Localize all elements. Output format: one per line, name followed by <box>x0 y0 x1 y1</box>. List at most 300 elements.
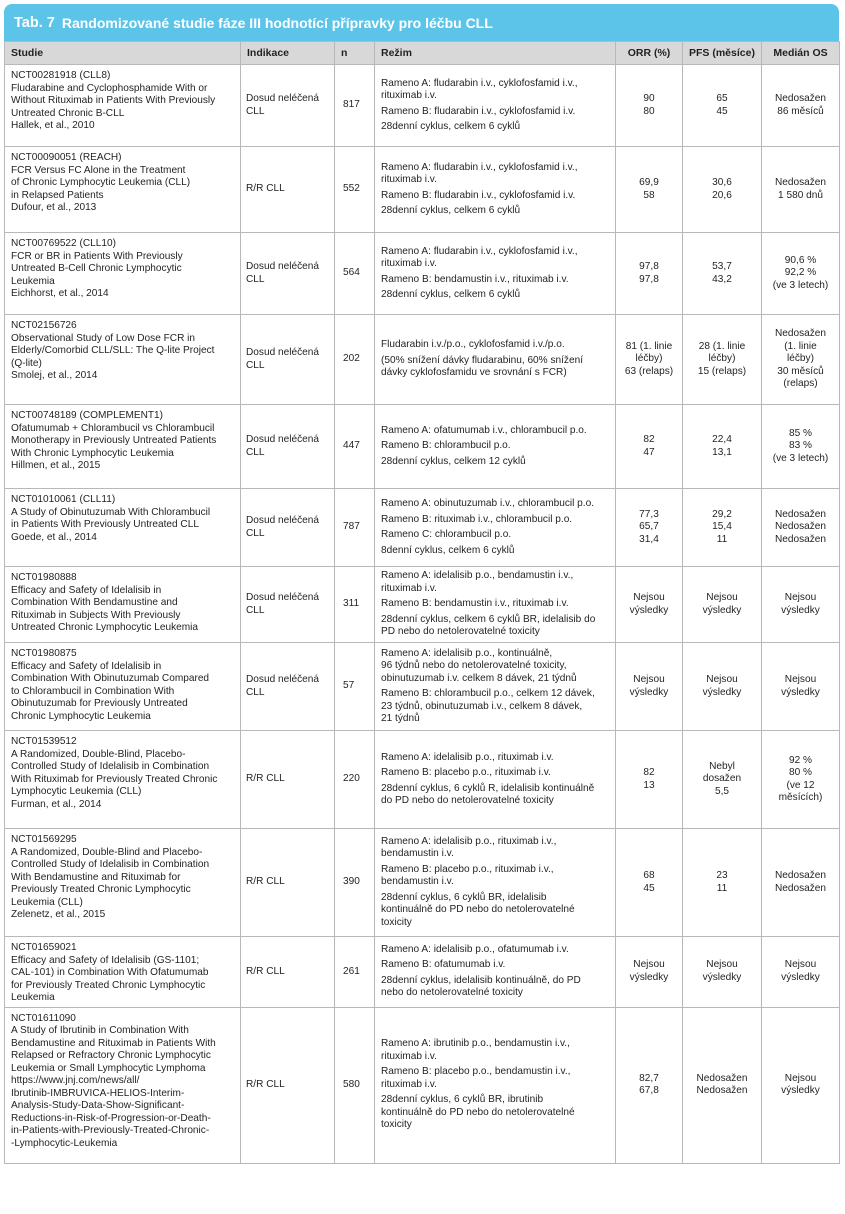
cell-value: výsledky <box>702 604 742 616</box>
indication-cell <box>241 731 335 829</box>
study-cell <box>5 233 241 315</box>
cell-line: CLL <box>246 446 265 458</box>
cell-value: Nebyl <box>709 760 735 772</box>
cell-line: (Q-lite) <box>11 357 42 369</box>
cell-line: rituximab i.v. <box>381 258 437 269</box>
study-cell <box>5 147 241 233</box>
regimen-cell <box>375 937 616 1008</box>
cell-line: Ibrutinib-IMBRUVICA-HELIOS-Interim- <box>11 1087 185 1099</box>
cell-line: bendamustin i.v. <box>381 876 454 888</box>
cell-line: CLL <box>246 527 265 539</box>
cell-value: léčby) <box>787 353 814 365</box>
cell-line: Efficacy and Safety of Idelalisib (GS-1101; <box>11 954 200 966</box>
cell-line: Reductions-in-Risk-of-Progression-or-Death- <box>11 1112 211 1124</box>
cell-value: 23 <box>716 870 728 881</box>
cell-line: Efficacy and Safety of Idelalisib in <box>11 584 162 596</box>
indication-cell <box>241 1007 335 1163</box>
cell-line: in Patients With Previously Untreated CLL <box>11 519 199 530</box>
regimen-block <box>381 944 610 957</box>
cell-line: NCT02156726 <box>11 320 77 331</box>
cell-line: 28denní cyklus, celkem 6 cyklů <box>381 205 521 216</box>
cell-line: of Chronic Lymphocytic Leukemia (CLL) <box>11 177 191 188</box>
cell-value: 63 (relaps) <box>624 365 674 377</box>
cell-value: 5,5 <box>714 785 730 797</box>
table-row <box>5 315 840 405</box>
cell-line: Rameno A: obinutuzumab i.v., chlorambucil p.o. <box>381 498 595 509</box>
cell-line: Without Rituximab in Patients With Previously <box>11 95 216 106</box>
cell-value: Nedosažen <box>774 533 827 545</box>
cell-value: Nejsou <box>784 592 817 603</box>
regimen-cell <box>375 147 616 233</box>
cell-line: Rameno B: chlorambucil p.o., celkem 12 dávek, <box>381 688 595 699</box>
cell-value: 67,8 <box>639 1085 659 1096</box>
cell-line: Lymphocytic Leukemia (CLL) <box>11 786 142 797</box>
n-cell: 564 <box>335 233 375 315</box>
orr-cell <box>616 489 683 567</box>
os-cell <box>762 489 840 567</box>
cell-line: obinutuzumab i.v. celkem 8 dávek, 21 týdnů <box>381 672 577 684</box>
cell-value: měsících) <box>778 792 823 803</box>
orr-cell <box>616 65 683 147</box>
cell-line: Rameno A: ofatumumab i.v., chlorambucil p.o. <box>381 424 587 436</box>
table-row <box>5 233 840 315</box>
cell-line: FCR Versus FC Alone in the Treatment <box>11 164 186 176</box>
cell-line: R/R CLL <box>246 876 285 888</box>
cell-value: 85 % <box>788 427 812 439</box>
cell-value: Nedosažen <box>696 1072 748 1084</box>
regimen-block <box>381 959 610 972</box>
os-cell <box>762 731 840 829</box>
regimen-block <box>381 190 610 203</box>
table-row <box>5 567 840 643</box>
cell-line: Dosud neléčená <box>246 347 319 358</box>
cell-line: NCT00090051 (REACH) <box>11 152 122 163</box>
cell-line: R/R CLL <box>246 773 285 785</box>
regimen-block <box>381 614 610 639</box>
n-cell: 261 <box>335 937 375 1008</box>
cell-line: Rameno A: idelalisib p.o., rituximab i.v. <box>381 751 554 763</box>
study-cell <box>5 567 241 643</box>
cell-value: 97,8 <box>639 273 659 285</box>
regimen-block <box>381 570 610 595</box>
cell-line: Controlled Study of Idelalisib in Combination <box>11 761 210 772</box>
cell-line: Leukemia (CLL) <box>11 896 83 908</box>
cell-line: Leukemia or Small Lymphocytic Lymphoma <box>11 1062 206 1074</box>
n-cell: 311 <box>335 567 375 643</box>
pfs-cell <box>683 315 762 405</box>
cell-value: 69,9 <box>639 177 659 188</box>
cell-line: Fludarabine and Cyclophosphamide With or <box>11 82 208 94</box>
pfs-cell <box>683 567 762 643</box>
cell-line: bendamustin i.v. <box>381 848 454 860</box>
regimen-block <box>381 892 610 930</box>
regimen-block <box>381 783 610 808</box>
regimen-block <box>381 514 610 527</box>
cell-line: R/R CLL <box>246 965 285 977</box>
cell-value: Nejsou <box>784 959 817 971</box>
cell-value: (ve 3 letech) <box>772 452 829 464</box>
cell-line: Rameno B: fludarabin i.v., cyklofosfamid i.v. <box>381 189 576 201</box>
cell-value: 53,7 <box>712 261 732 272</box>
cell-line: Dufour, et al., 2013 <box>11 202 97 213</box>
cell-line: Goede, et al., 2014 <box>11 531 97 543</box>
cell-value: 77,3 <box>639 508 659 520</box>
cell-line: Rameno A: idelalisib p.o., rituximab i.v., <box>381 835 557 847</box>
cell-line: toxicity <box>381 916 412 928</box>
cell-line: 8denní cyklus, celkem 6 cyklů <box>381 544 515 556</box>
cell-line: Rituximab in Subjects With Previously <box>11 609 181 621</box>
cell-line: Fludarabin i.v./p.o., cyklofosfamid i.v./p.o. <box>381 339 565 351</box>
table-row <box>5 405 840 489</box>
cell-line: Rameno B: placebo p.o., rituximab i.v., <box>381 863 554 875</box>
header-pfs: PFS (měsíce) <box>683 42 762 65</box>
regimen-block <box>381 545 610 558</box>
cell-line: NCT01659021 <box>11 942 77 953</box>
cell-line: 28denní cyklus, 6 cyklů BR, idelalisib <box>381 891 547 903</box>
cell-value: 13 <box>643 779 655 791</box>
cell-line: kontinuálně do PD nebo do netolerovatelné <box>381 904 575 916</box>
study-cell <box>5 65 241 147</box>
indication-cell <box>241 315 335 405</box>
regimen-block <box>381 752 610 765</box>
cell-value: 15,4 <box>712 521 732 533</box>
regimen-block <box>381 456 610 469</box>
cell-value: (1. linie <box>784 340 817 352</box>
n-cell: 787 <box>335 489 375 567</box>
regimen-block <box>381 355 610 380</box>
cell-value: 92 % <box>788 754 812 766</box>
cell-value: 11 <box>716 882 728 894</box>
cell-value: 92,2 % <box>784 267 817 279</box>
cell-line: rituximab i.v. <box>381 174 437 185</box>
cell-value: 1 580 dnů <box>778 189 823 201</box>
cell-value: 90 <box>643 93 655 104</box>
cell-line: Previously Treated Chronic Lymphocytic <box>11 884 191 895</box>
regimen-block <box>381 106 610 119</box>
cell-value: 45 <box>643 882 655 894</box>
pfs-cell <box>683 147 762 233</box>
study-cell <box>5 315 241 405</box>
cell-line: CAL-101) in Combination With Ofatumumab <box>11 967 209 978</box>
table-row <box>5 731 840 829</box>
cell-line: Dosud neléčená <box>246 434 319 445</box>
cell-line: kontinuálně do PD nebo do netolerovatelné <box>381 1106 575 1118</box>
n-cell: 57 <box>335 643 375 731</box>
cell-line: With Chronic Lymphocytic Leukemia <box>11 447 174 459</box>
cell-line: Rameno A: fludarabin i.v., cyklofosfamid i.v., <box>381 161 578 173</box>
cell-line: CLL <box>246 273 265 285</box>
cell-line: Rameno A: idelalisib p.o., bendamustin i.v., <box>381 570 574 582</box>
regimen-cell <box>375 233 616 315</box>
cell-line: Eichhorst, et al., 2014 <box>11 288 109 299</box>
cell-line: Efficacy and Safety of Idelalisib in <box>11 660 162 672</box>
cell-line: A Randomized, Double-Blind, Placebo- <box>11 748 186 760</box>
regimen-block <box>381 289 610 302</box>
orr-cell <box>616 147 683 233</box>
cell-line: to Chlorambucil in Combination With <box>11 685 175 697</box>
regimen-block <box>381 864 610 889</box>
study-cell <box>5 1007 241 1163</box>
cell-line: Relapsed or Refractory Chronic Lymphocytic <box>11 1050 211 1061</box>
table-container <box>4 4 839 1164</box>
cell-value: Nejsou <box>706 959 738 971</box>
pfs-cell <box>683 405 762 489</box>
regimen-cell <box>375 489 616 567</box>
table-row <box>5 1007 840 1163</box>
cell-line: Hallek, et al., 2010 <box>11 120 95 131</box>
study-cell <box>5 937 241 1008</box>
cell-line: Rameno A: fludarabin i.v., cyklofosfamid i.v., <box>381 245 578 257</box>
cell-value: 86 měsíců <box>777 105 824 117</box>
cell-line: -Lymphocytic-Leukemia <box>11 1137 118 1149</box>
cell-line: NCT01611090 <box>11 1012 76 1024</box>
cell-value: Nejsou <box>633 959 665 971</box>
os-cell <box>762 405 840 489</box>
cell-line: NCT01980875 <box>11 648 77 659</box>
regimen-cell <box>375 405 616 489</box>
cell-line: R/R CLL <box>246 1078 285 1090</box>
cell-line: Obinutuzumab for Previously Untreated <box>11 698 188 709</box>
indication-cell <box>241 147 335 233</box>
cell-value: Nedosažen <box>774 870 827 881</box>
orr-cell <box>616 315 683 405</box>
study-cell <box>5 731 241 829</box>
cell-value: (ve 3 letech) <box>772 279 829 291</box>
cell-value: 90,6 % <box>784 254 817 266</box>
regimen-block <box>381 767 610 780</box>
cell-line: NCT00748189 (COMPLEMENT1) <box>11 410 164 421</box>
orr-cell <box>616 643 683 731</box>
pfs-cell <box>683 937 762 1008</box>
pfs-cell <box>683 1007 762 1163</box>
n-cell: 580 <box>335 1007 375 1163</box>
cell-line: Chronic Lymphocytic Leukemia <box>11 710 151 722</box>
cell-value: Nejsou <box>784 1072 817 1084</box>
pfs-cell <box>683 489 762 567</box>
header-os: Medián OS <box>762 42 840 65</box>
cell-value: Nedosažen <box>774 521 827 533</box>
cell-value: výsledky <box>781 686 820 698</box>
cell-value: 82,7 <box>639 1072 659 1084</box>
regimen-cell <box>375 731 616 829</box>
orr-cell <box>616 233 683 315</box>
cell-line: CLL <box>246 604 265 616</box>
indication-cell <box>241 489 335 567</box>
cell-line: Rameno B: fludarabin i.v., cyklofosfamid i.v. <box>381 105 576 117</box>
cell-value: 80 <box>643 105 655 117</box>
cell-value: 65,7 <box>639 521 659 533</box>
table-row <box>5 489 840 567</box>
cell-line: Leukemia <box>11 275 55 287</box>
cell-line: Dosud neléčená <box>246 93 319 104</box>
pfs-cell <box>683 65 762 147</box>
cell-line: Untreated Chronic B-CLL <box>11 107 125 119</box>
cell-line: Rameno B: placebo p.o., rituximab i.v. <box>381 767 551 778</box>
regimen-block <box>381 975 610 1000</box>
cell-value: (ve 12 <box>786 779 815 791</box>
cell-line: Controlled Study of Idelalisib in Combination <box>11 859 210 870</box>
cell-line: Elderly/Comorbid CLL/SLL: The Q-lite Project <box>11 345 215 356</box>
cell-line: Dosud neléčená <box>246 674 319 685</box>
regimen-block <box>381 1066 610 1091</box>
regimen-cell <box>375 829 616 937</box>
n-cell: 817 <box>335 65 375 147</box>
cell-line: NCT01539512 <box>11 736 77 747</box>
regimen-block <box>381 162 610 187</box>
cell-line: Rameno B: ofatumumab i.v. <box>381 959 506 971</box>
cell-value: Nedosažen <box>774 882 827 894</box>
cell-line: Untreated B-Cell Chronic Lymphocytic <box>11 263 182 274</box>
cell-line: rituximab i.v. <box>381 1050 437 1062</box>
header-orr: ORR (%) <box>616 42 683 65</box>
cell-line: rituximab i.v. <box>381 1078 437 1090</box>
cell-line: With Rituximab for Previously Treated Chronic <box>11 773 218 785</box>
cell-line: Combination With Obinutuzumab Compared <box>11 673 210 684</box>
cell-line: With Bendamustine and Rituximab for <box>11 871 181 883</box>
cell-line: R/R CLL <box>246 183 285 195</box>
table-row <box>5 147 840 233</box>
cell-line: for Previously Treated Chronic Lymphocytic <box>11 979 206 991</box>
study-cell <box>5 405 241 489</box>
cell-line: Rameno A: idelalisib p.o., kontinuálně, <box>381 647 553 659</box>
cell-line: Leukemia <box>11 992 55 1003</box>
cell-value: 81 (1. linie <box>625 340 673 352</box>
study-cell <box>5 489 241 567</box>
orr-cell <box>616 937 683 1008</box>
cell-value: 28 (1. linie <box>698 340 746 352</box>
cell-line: CLL <box>246 359 265 371</box>
cell-line: CLL <box>246 105 265 117</box>
cell-line: 28denní cyklus, celkem 12 cyklů <box>381 455 526 467</box>
regimen-block <box>381 121 610 134</box>
cell-value: 30 měsíců <box>777 365 824 377</box>
cell-line: NCT01980888 <box>11 572 77 583</box>
cell-line: Rameno A: ibrutinib p.o., bendamustin i.v., <box>381 1038 570 1050</box>
cell-line: Rameno C: chlorambucil p.o. <box>381 529 512 540</box>
cell-line: Bendamustine and Rituximab in Patients With <box>11 1037 216 1049</box>
indication-cell <box>241 65 335 147</box>
cell-value: 20,6 <box>712 189 732 201</box>
pfs-cell <box>683 643 762 731</box>
cell-line: Rameno A: fludarabin i.v., cyklofosfamid i.v., <box>381 77 578 89</box>
cell-value: 97,8 <box>639 261 659 272</box>
cell-line: 28denní cyklus, idelalisib kontinuálně, do PD <box>381 974 581 986</box>
cell-line: 28denní cyklus, celkem 6 cyklů BR, idelalisib do <box>381 613 596 625</box>
cell-line: Combination With Bendamustine and <box>11 597 178 608</box>
table-row <box>5 643 840 731</box>
indication-cell <box>241 405 335 489</box>
cell-value: výsledky <box>629 604 669 616</box>
cell-value: výsledky <box>781 604 820 616</box>
cell-line: Hillmen, et al., 2015 <box>11 460 101 471</box>
os-cell <box>762 643 840 731</box>
cell-value: Nedosažen <box>774 328 827 340</box>
cell-line: Zelenetz, et al., 2015 <box>11 909 106 920</box>
cell-line: Rameno B: bendamustin i.v., rituximab i.v. <box>381 598 569 610</box>
n-cell: 447 <box>335 405 375 489</box>
pfs-cell <box>683 829 762 937</box>
cell-value: 29,2 <box>712 508 732 520</box>
cell-line: Observational Study of Low Dose FCR in <box>11 332 196 344</box>
cell-line: in Relapsed Patients <box>11 189 104 201</box>
table-row <box>5 829 840 937</box>
regimen-block <box>381 598 610 611</box>
indication-cell <box>241 567 335 643</box>
cell-line: Dosud neléčená <box>246 592 319 603</box>
cell-value: 31,4 <box>639 533 659 545</box>
cell-value: 22,4 <box>712 434 732 445</box>
n-cell: 390 <box>335 829 375 937</box>
cell-value: výsledky <box>629 971 669 983</box>
cell-line: 96 týdnů nebo do netolerovatelné toxicity, <box>381 660 567 671</box>
study-cell <box>5 643 241 731</box>
cell-line: (50% snížení dávky fludarabinu, 60% snížení <box>381 354 583 366</box>
cell-line: nebo do netolerovatelné toxicity <box>381 987 523 999</box>
n-cell: 220 <box>335 731 375 829</box>
cell-line: in-Patients-with-Previously-Treated-Chronic- <box>11 1125 210 1136</box>
cell-line: rituximab i.v. <box>381 582 437 594</box>
cell-value: 65 <box>716 93 728 104</box>
cell-line: do PD nebo do netolerovatelné toxicity <box>381 795 554 806</box>
cell-line: NCT01010061 (CLL11) <box>11 494 116 505</box>
cell-line: 21 týdnů <box>381 713 420 724</box>
cell-line: Rameno B: rituximab i.v., chlorambucil p.o. <box>381 513 573 525</box>
cell-line: Dosud neléčená <box>246 261 319 272</box>
os-cell <box>762 315 840 405</box>
cell-value: 43,2 <box>712 273 732 285</box>
cell-value: 13,1 <box>712 446 732 458</box>
regimen-block <box>381 836 610 861</box>
regimen-block <box>381 339 610 352</box>
cell-line: Dosud neléčená <box>246 515 319 526</box>
cell-value: 83 % <box>788 440 812 452</box>
cell-value: výsledky <box>781 1085 820 1096</box>
cell-line: A Randomized, Double-Blind and Placebo- <box>11 846 203 858</box>
table-row <box>5 65 840 147</box>
orr-cell <box>616 829 683 937</box>
header-regimen: Režim <box>375 42 616 65</box>
cell-line: dávky cyklofosfamidu ve srovnání s FCR) <box>381 367 567 379</box>
cell-value: 68 <box>643 870 655 881</box>
regimen-block <box>381 1094 610 1132</box>
n-cell: 552 <box>335 147 375 233</box>
indication-cell <box>241 937 335 1008</box>
cell-line: toxicity <box>381 1119 412 1131</box>
cell-value: 82 <box>643 767 655 778</box>
header-row <box>5 42 840 65</box>
cell-value: výsledky <box>702 686 742 698</box>
regimen-block <box>381 78 610 103</box>
cell-line: A Study of Obinutuzumab With Chlorambucil <box>11 506 211 518</box>
cell-line: NCT00769522 (CLL10) <box>11 238 116 249</box>
cell-line: Smolej, et al., 2014 <box>11 370 98 381</box>
cell-line: NCT00281918 (CLL8) <box>11 70 111 81</box>
os-cell <box>762 65 840 147</box>
cell-line: PD nebo do netolerovatelné toxicity <box>381 626 540 638</box>
os-cell <box>762 147 840 233</box>
table-number: Tab. 7 <box>14 14 55 31</box>
cell-value: Nedosažen <box>774 508 827 520</box>
cell-value: Nejsou <box>706 592 738 603</box>
cell-line: Analysis-Study-Data-Show-Significant- <box>11 1100 185 1111</box>
cell-value: výsledky <box>702 971 742 983</box>
table-title-bar <box>4 4 839 41</box>
cell-value: 82 <box>643 434 655 445</box>
cell-value: Nedosažen <box>696 1085 748 1096</box>
cell-value: 15 (relaps) <box>697 365 747 377</box>
cell-value: Nejsou <box>784 674 817 685</box>
cell-value: Nedosažen <box>774 177 827 188</box>
